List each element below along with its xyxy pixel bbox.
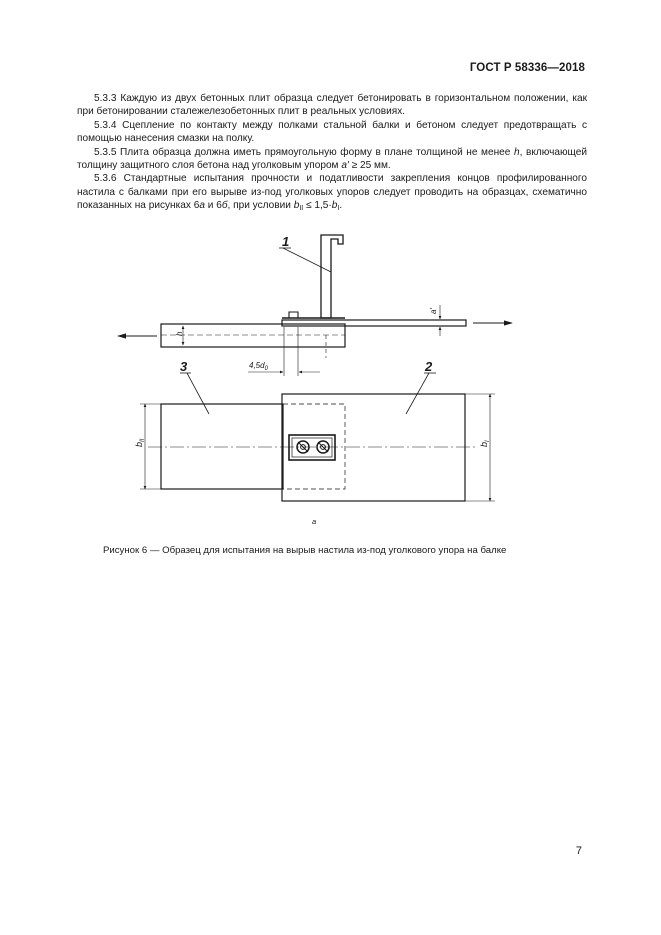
paragraph-5-3-5: 5.3.5 Плита образца должна иметь прямоугольную форму в плане толщиной не менее h, включающей толщину защитного слоя бетона над уголковым упором a' ≥ 25 мм. <box>77 146 587 172</box>
paragraph-5-3-4: 5.3.4 Сцепление по контакту между полками стальной балки и бетоном следует предотвращать с помощью нанесения смазки на полку. <box>77 119 587 145</box>
figure-sublabel: а <box>312 517 317 526</box>
figure-6a-diagram <box>0 222 661 532</box>
left-slab-section <box>161 324 345 347</box>
body-text <box>77 92 587 213</box>
angle-connector-profile <box>321 235 343 318</box>
label-3: 3 <box>180 359 188 374</box>
dim-a-prime: a' <box>429 308 438 314</box>
paragraph-5-3-6: 5.3.6 Стандартные испытания прочности и податливости закрепления концов профилированного настила с балками при его вырыве из-под уголковых упоров следует проводить на образцах, схематично показанных на рисунках 6а и 6б, при условии $b_{II} \le 1,5\cdot b_I$. <box>77 173 587 213</box>
dim-4-5d0: $4,5d_0$ <box>249 361 268 372</box>
label-2: 2 <box>425 359 433 374</box>
angle-connector-plan <box>289 435 335 460</box>
right-slab-strip <box>282 320 466 326</box>
leader-3 <box>187 373 209 414</box>
dim-b-I: $b_I$ <box>479 440 491 447</box>
dim-h: h <box>175 331 184 336</box>
page-number: 7 <box>575 845 582 857</box>
standard-header: ГОСТ Р 58336—2018 <box>469 62 585 74</box>
paragraph-5-3-3: 5.3.3 Каждую из двух бетонных плит образца следует бетонировать в горизонтальном положении, как при бетонировании сталежелезобетонных плит в реальных условиях. <box>77 93 587 118</box>
slab-3-plan <box>161 404 283 489</box>
var-a-prime: a' <box>341 160 349 172</box>
angle-connector-foot <box>289 312 298 318</box>
var-h: h <box>513 146 520 158</box>
figure-caption: Рисунок 6 — Образец для испытания на вырыв настила из-под уголкового упора на балке <box>103 545 507 556</box>
var-b: b <box>293 200 300 212</box>
leader-1 <box>283 248 331 272</box>
dim-b-II: $b_{II}$ <box>134 438 146 447</box>
label-1: 1 <box>282 234 290 249</box>
